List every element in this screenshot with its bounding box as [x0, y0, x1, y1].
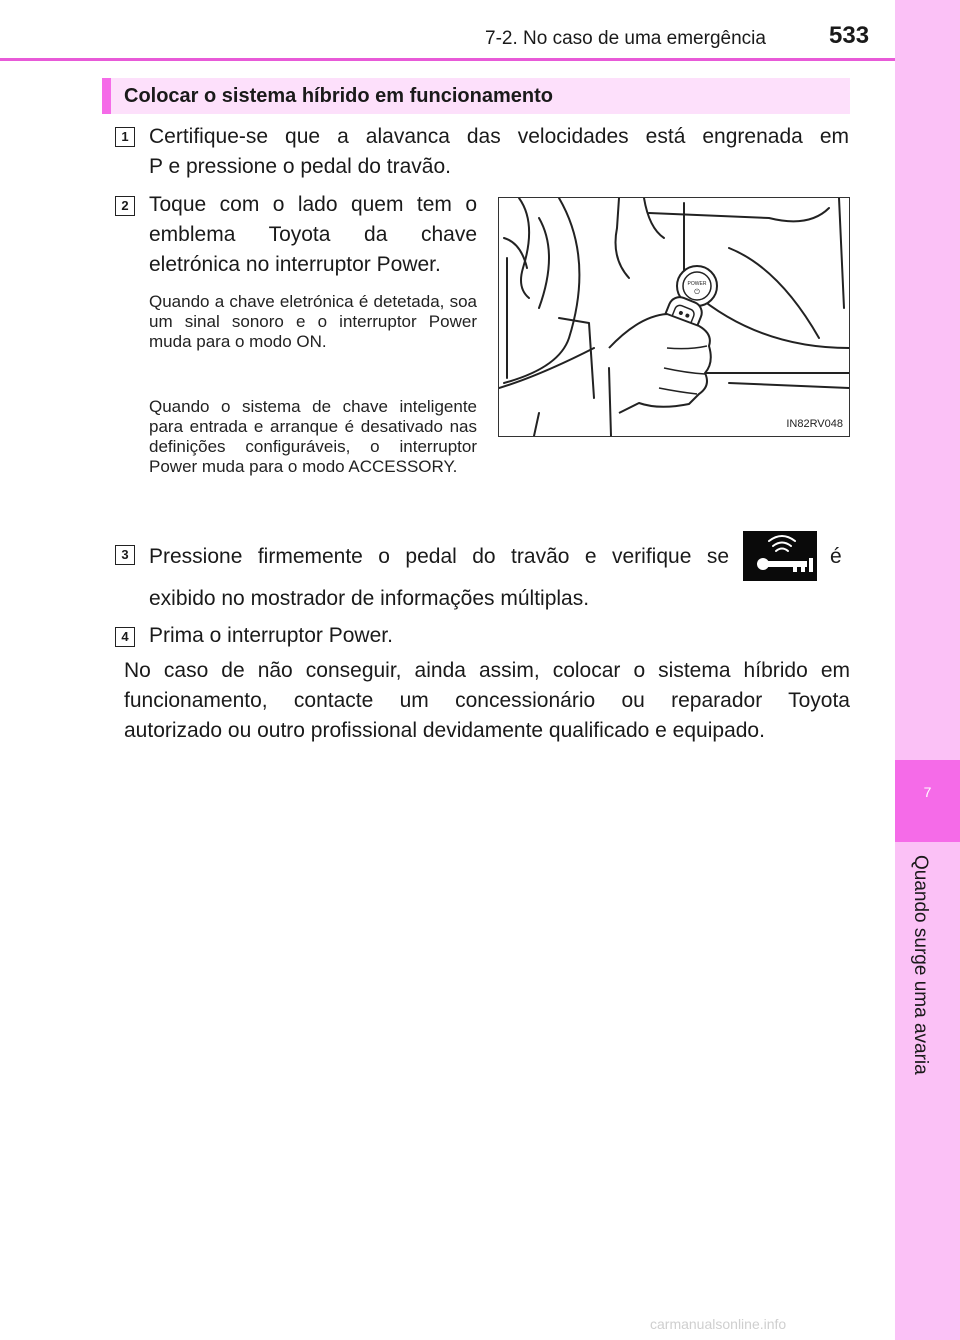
header-divider — [0, 58, 895, 61]
section-title: Colocar o sistema híbrido em funcionamento — [124, 85, 553, 107]
power-symbol-icon: ⏻ — [694, 288, 700, 296]
header-section: 7-2. No caso de uma emergência — [485, 28, 766, 49]
step-4-line-1: Prima o interruptor Power. — [149, 624, 393, 647]
step-3-line-1: Pressione firmemente o pedal do travão e verifique se — [149, 545, 729, 568]
step-3-line-1-end: é — [830, 545, 842, 568]
section-title-bar — [102, 78, 850, 114]
step-2-line-2: emblema Toyota da chave — [149, 223, 477, 246]
page-number: 533 — [829, 22, 870, 49]
key-indicator-icon — [743, 531, 817, 581]
step-1-marker: 1 — [115, 127, 135, 147]
chapter-marker — [895, 760, 960, 842]
closing-line-2: funcionamento, contacte um concessionário ou reparador Toyota — [124, 689, 850, 712]
power-switch-illustration — [498, 197, 850, 437]
step-3-marker: 3 — [115, 545, 135, 565]
step-2-marker: 2 — [115, 196, 135, 216]
chapter-number: 7 — [923, 784, 932, 800]
step-3-line-2: exibido no mostrador de informações múltiplas. — [149, 587, 590, 610]
power-button-label: POWER — [687, 281, 707, 287]
step-2-line-1: Toque com o lado quem tem o — [149, 193, 477, 216]
figure-code: IN82RV048 — [786, 418, 843, 430]
note-accessory: Quando o sistema de chave inteligente para entrada e arranque é desativado nas definições configuráveis, o interruptor Power muda para o modo ACCESSORY. — [149, 397, 477, 476]
chapter-title: Quando surge uma avaria — [910, 855, 931, 1075]
note-detection: Quando a chave eletrónica é detetada, soa um sinal sonoro e o interruptor Power muda para o modo ON. — [149, 292, 477, 351]
footer-watermark: carmanualsonline.info — [650, 1316, 787, 1332]
step-1-line-2: P e pressione o pedal do travão. — [149, 155, 451, 178]
hand-touching-power-switch-image — [499, 198, 849, 436]
chapter-side-tab — [895, 0, 960, 1340]
hand-outline — [609, 314, 711, 413]
closing-line-1: No caso de não conseguir, ainda assim, colocar o sistema híbrido em — [124, 659, 850, 682]
step-1-line-1: Certifique-se que a alavanca das velocidades está engrenada em — [149, 125, 849, 148]
step-2-line-3: eletrónica no interruptor Power. — [149, 253, 441, 276]
closing-line-3: autorizado ou outro profissional devidamente qualificado e equipado. — [124, 719, 765, 742]
step-4-marker: 4 — [115, 627, 135, 647]
